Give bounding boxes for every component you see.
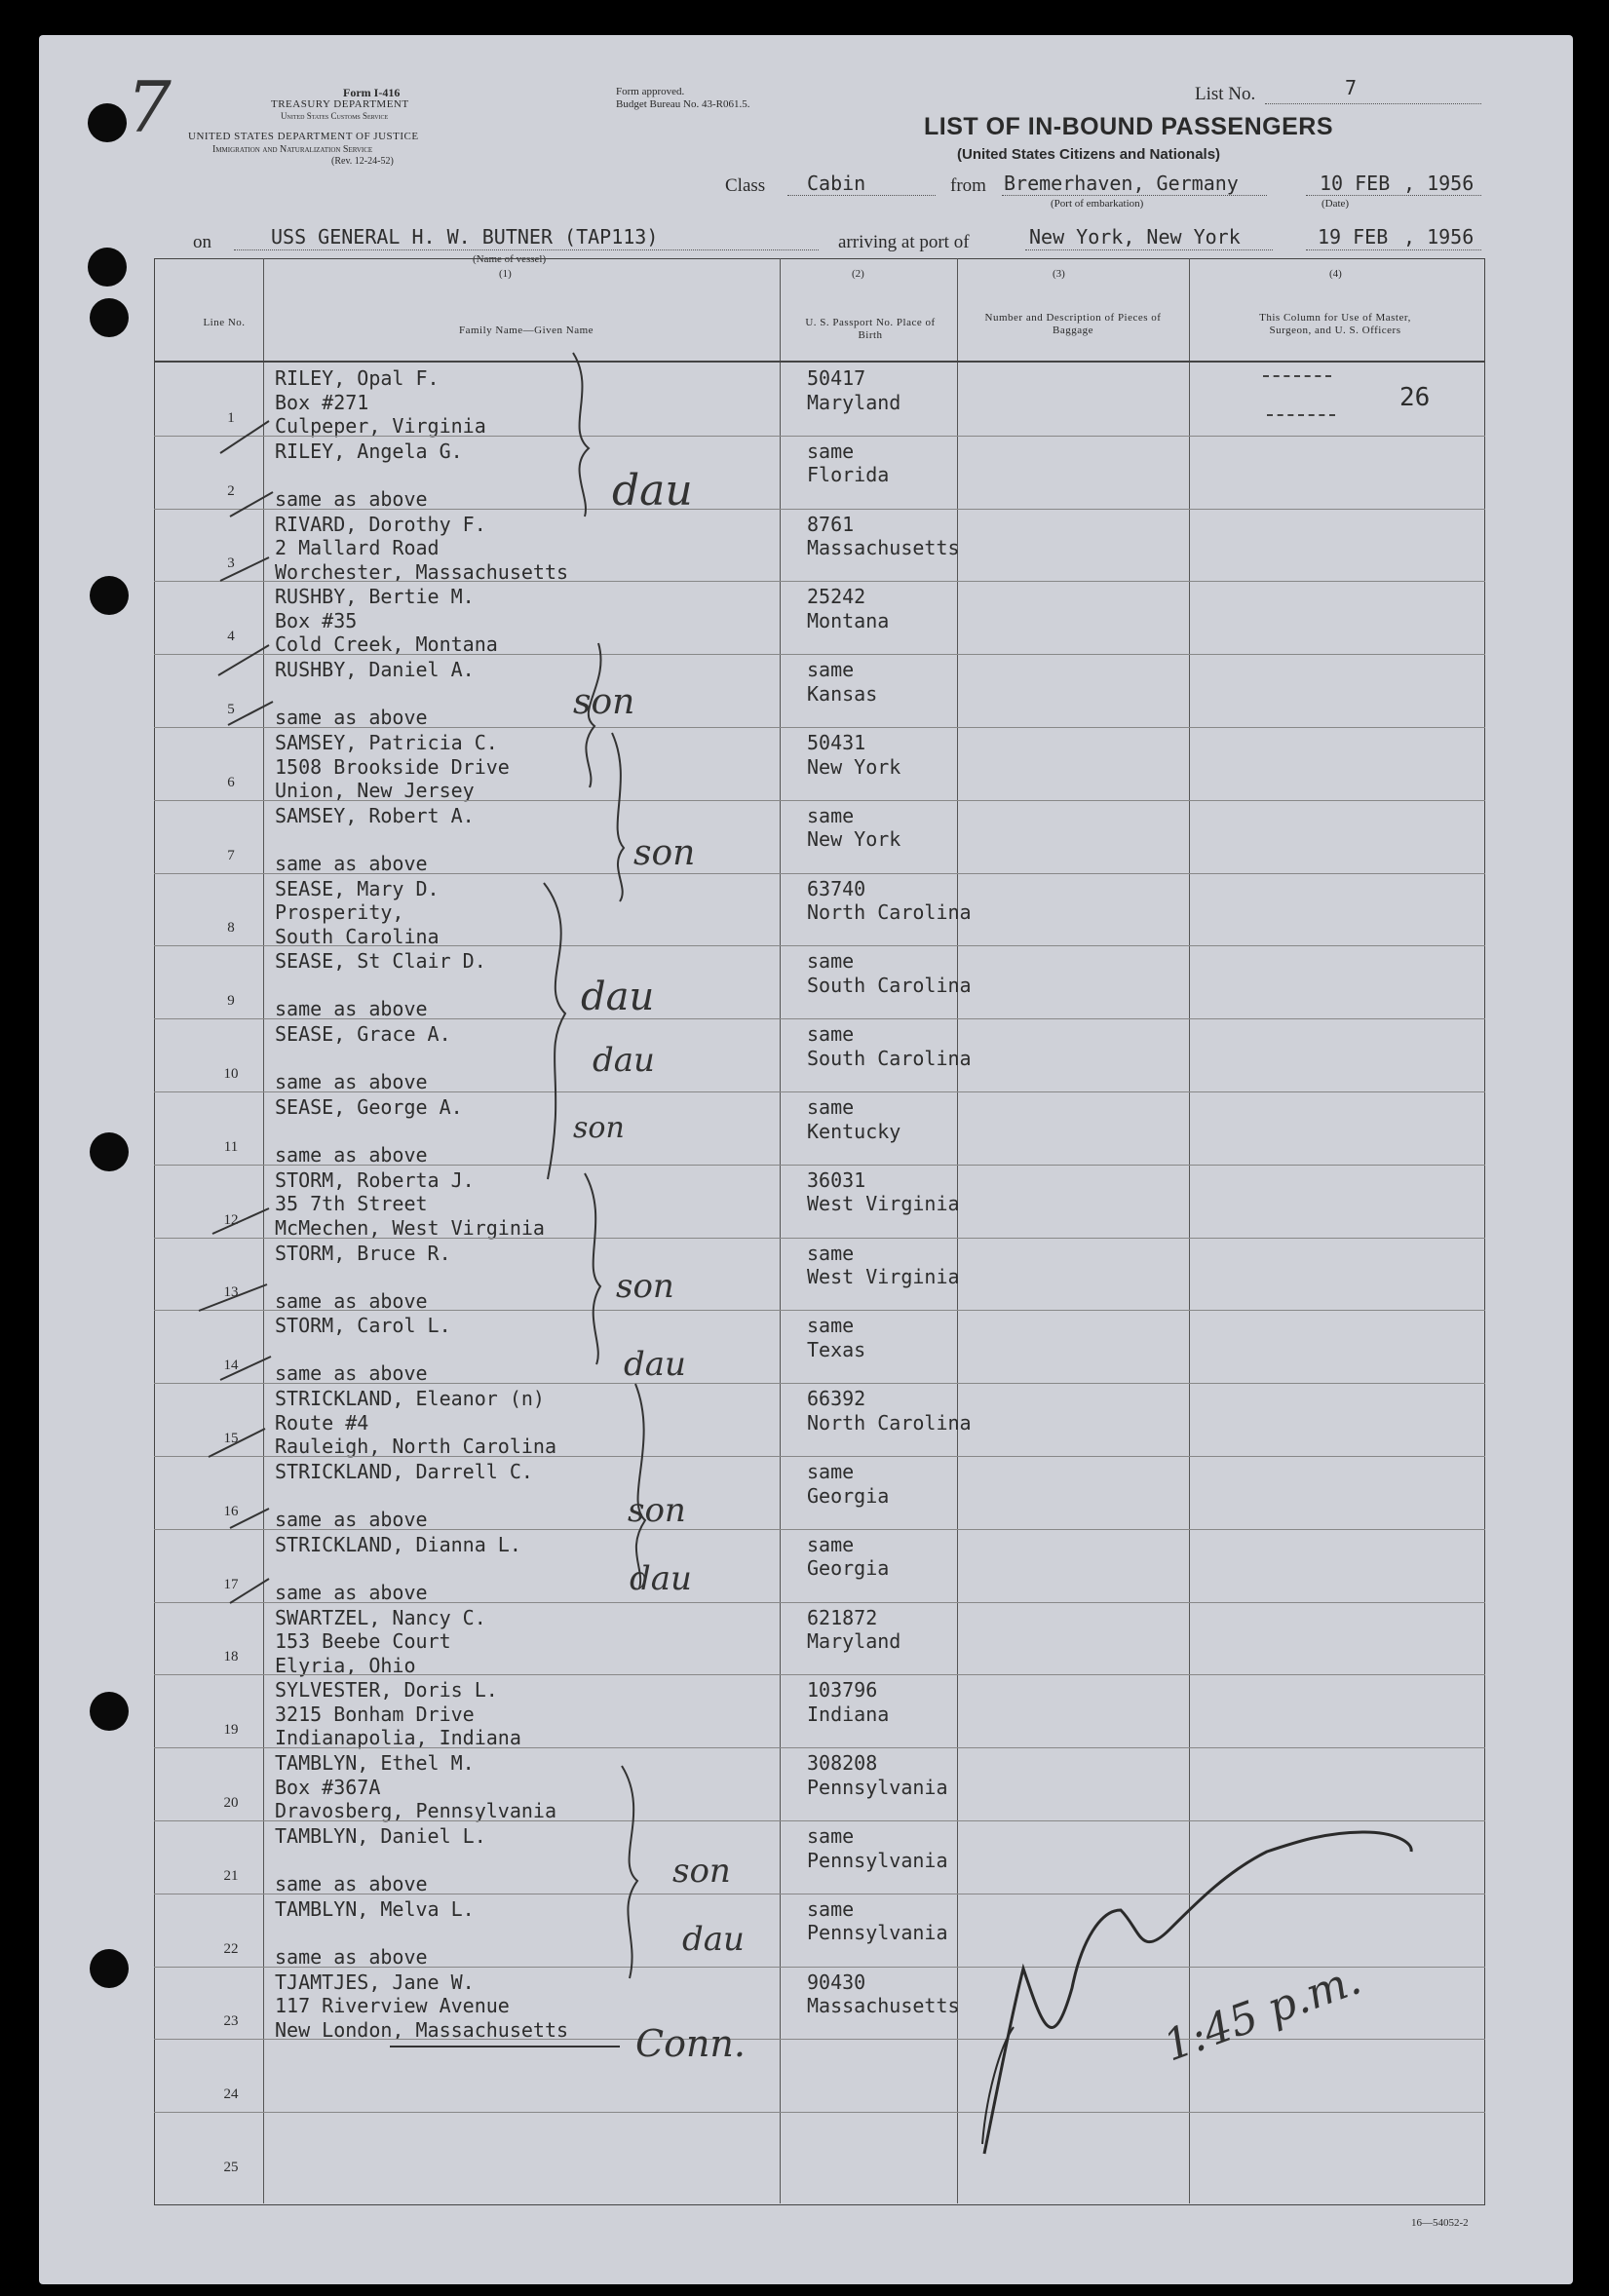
- customs-service: United States Customs Service: [281, 111, 389, 121]
- justice-department: UNITED STATES DEPARTMENT OF JUSTICE: [188, 131, 419, 142]
- passport-number: same: [807, 949, 855, 974]
- relation-note: son: [672, 1852, 731, 1891]
- passport-number: 308208: [807, 1751, 878, 1776]
- line-number: 25: [223, 2160, 239, 2175]
- from-label: from: [950, 175, 986, 196]
- arriving-label: arriving at port of: [838, 232, 970, 252]
- line-number: 3: [227, 555, 235, 572]
- state-correction: Conn.: [635, 2022, 746, 2065]
- relation-note: dau: [581, 975, 655, 1019]
- passenger-address: Culpeper, Virginia: [275, 414, 486, 438]
- line-number: 24: [223, 2086, 239, 2103]
- place-of-birth: Pennsylvania: [807, 1775, 948, 1799]
- passenger-address: Elyria, Ohio: [275, 1653, 416, 1677]
- passenger-name: RUSHBY, Daniel A.: [275, 658, 475, 682]
- passenger-address: same as above: [275, 1070, 428, 1094]
- on-label: on: [193, 232, 211, 252]
- passport-number: same: [807, 1095, 855, 1119]
- passenger-name: RIVARD, Dorothy F.: [275, 512, 486, 536]
- line-number: 19: [223, 1722, 239, 1739]
- line-number: 18: [223, 1649, 239, 1665]
- place-of-birth: West Virginia: [807, 1265, 960, 1289]
- passenger-address: 3215 Bonham Drive: [275, 1702, 475, 1726]
- caption-2: (2): [852, 268, 864, 280]
- passenger-name: SYLVESTER, Doris L.: [275, 1678, 498, 1703]
- line-number: 7: [227, 847, 235, 863]
- embarkation-date: 10 FEB: [1320, 172, 1391, 195]
- passenger-address: same as above: [275, 1508, 428, 1531]
- budget-bureau: Budget Bureau No. 43-R061.5.: [616, 98, 750, 110]
- line-number: 8: [227, 920, 235, 937]
- passport-number: same: [807, 1241, 855, 1265]
- relation-note: son: [573, 682, 635, 722]
- embarkation-port: Bremerhaven, Germany: [1004, 172, 1239, 195]
- passport-number: 25242: [807, 585, 866, 609]
- passport-number: 63740: [807, 876, 866, 900]
- relation-note: son: [573, 1111, 625, 1145]
- place-of-birth: North Carolina: [807, 900, 972, 925]
- col-baggage: Number and Description of Pieces of Baggage: [984, 312, 1162, 336]
- passenger-address: Dravosberg, Pennsylvania: [275, 1799, 556, 1823]
- passport-number: same: [807, 1532, 855, 1556]
- passenger-name: SEASE, Grace A.: [275, 1022, 451, 1047]
- treasury-department: TREASURY DEPARTMENT: [271, 98, 409, 110]
- place-of-birth: Pennsylvania: [807, 1921, 948, 1945]
- passenger-name: TJAMTJES, Jane W.: [275, 1970, 475, 1994]
- passenger-name: SEASE, George A.: [275, 1095, 463, 1119]
- relation-note: dau: [624, 1345, 686, 1384]
- passenger-address: South Carolina: [275, 924, 440, 948]
- place-of-birth: Texas: [807, 1337, 866, 1361]
- relation-note: dau: [593, 1041, 655, 1080]
- place-of-birth: New York: [807, 754, 901, 779]
- class-label: Class: [725, 175, 766, 196]
- line-number: 17: [223, 1576, 239, 1592]
- passport-number: 66392: [807, 1387, 866, 1411]
- passenger-name: STORM, Bruce R.: [275, 1241, 451, 1265]
- place-of-birth: South Carolina: [807, 1046, 972, 1070]
- passenger-address: same as above: [275, 851, 428, 875]
- passenger-address: Worchester, Massachusetts: [275, 559, 569, 584]
- passport-number: same: [807, 1022, 855, 1047]
- passenger-name: RUSHBY, Bertie M.: [275, 585, 475, 609]
- place-of-birth: Massachusetts: [807, 1994, 960, 2018]
- line-number: 21: [223, 1867, 239, 1884]
- passenger-address: McMechen, West Virginia: [275, 1215, 545, 1240]
- passport-number: 50431: [807, 731, 866, 754]
- passenger-address: 2 Mallard Road: [275, 536, 440, 560]
- passenger-address: same as above: [275, 1361, 428, 1386]
- passenger-name: TAMBLYN, Ethel M.: [275, 1751, 475, 1776]
- passenger-address: 153 Beebe Court: [275, 1629, 451, 1654]
- place-of-birth: Georgia: [807, 1483, 890, 1508]
- form-approved: Form approved.: [616, 86, 685, 97]
- place-of-birth: Kentucky: [807, 1119, 901, 1143]
- line-number: 15: [223, 1431, 239, 1446]
- line-number: 6: [227, 774, 235, 790]
- place-of-birth: Kansas: [807, 681, 878, 706]
- place-of-birth: Pennsylvania: [807, 1848, 948, 1872]
- class-value: Cabin: [807, 172, 866, 195]
- passenger-address: same as above: [275, 1872, 428, 1895]
- relation-note: son: [616, 1267, 674, 1306]
- line-number: 14: [223, 1358, 239, 1374]
- passenger-name: STRICKLAND, Darrell C.: [275, 1460, 533, 1483]
- passenger-name: SEASE, Mary D.: [275, 876, 440, 900]
- passenger-address: same as above: [275, 486, 428, 511]
- officer-note: 26: [1399, 383, 1431, 412]
- passport-number: 621872: [807, 1605, 878, 1629]
- passport-number: same: [807, 803, 855, 827]
- passenger-name: TAMBLYN, Daniel L.: [275, 1824, 486, 1848]
- passenger-address: same as above: [275, 1288, 428, 1313]
- footer-code: 16—54052-2: [1411, 2217, 1469, 2229]
- form-number: Form I-416: [343, 86, 401, 99]
- passenger-address: Box #35: [275, 608, 358, 632]
- date-caption: (Date): [1322, 198, 1350, 210]
- line-number: 11: [223, 1138, 239, 1155]
- line-number: 5: [227, 702, 235, 717]
- passenger-address: same as above: [275, 706, 428, 730]
- place-of-birth: Montana: [807, 608, 890, 632]
- passenger-address: same as above: [275, 997, 428, 1021]
- passenger-name: STRICKLAND, Dianna L.: [275, 1532, 521, 1556]
- page-subtitle: (United States Citizens and Nationals): [957, 146, 1221, 163]
- passenger-name: SAMSEY, Robert A.: [275, 803, 475, 827]
- relation-note: son: [633, 833, 696, 873]
- line-number: 20: [223, 1795, 239, 1811]
- passenger-name: TAMBLYN, Melva L.: [275, 1896, 475, 1921]
- relation-note: dau: [612, 466, 693, 516]
- signature-time: 1:45 p.m.: [1157, 1954, 1368, 2072]
- passenger-address: Union, New Jersey: [275, 779, 475, 802]
- passport-number: 50417: [807, 366, 866, 390]
- passenger-address: New London, Massachusetts: [275, 2017, 569, 2042]
- place-of-birth: Massachusetts: [807, 536, 960, 560]
- passenger-name: STRICKLAND, Eleanor (n): [275, 1387, 545, 1411]
- place-of-birth: West Virginia: [807, 1192, 960, 1216]
- passenger-address: Indianapolia, Indiana: [275, 1726, 521, 1750]
- col-officers: This Column for Use of Master, Surgeon, and U. S. Officers: [1259, 312, 1411, 336]
- relation-note: son: [628, 1491, 686, 1530]
- list-number-value: 7: [1345, 76, 1358, 99]
- passenger-address: Route #4: [275, 1410, 369, 1435]
- line-number: 23: [223, 2013, 239, 2030]
- passport-number: same: [807, 1314, 855, 1338]
- relation-note: dau: [682, 1920, 745, 1959]
- line-number: 2: [227, 482, 235, 499]
- col-passport: U. S. Passport No. Place of Birth: [805, 317, 936, 341]
- passport-number: same: [807, 1460, 855, 1483]
- caption-1: (1): [499, 268, 512, 280]
- passenger-address: Box #367A: [275, 1775, 381, 1799]
- arrival-date: 19 FEB: [1318, 225, 1389, 249]
- place-of-birth: New York: [807, 827, 901, 852]
- line-number: 12: [223, 1211, 239, 1228]
- passenger-name: SWARTZEL, Nancy C.: [275, 1605, 486, 1629]
- passenger-address: 1508 Brookside Drive: [275, 754, 510, 779]
- passenger-address: Cold Creek, Montana: [275, 632, 498, 657]
- line-number: 16: [223, 1503, 239, 1519]
- vessel-caption: (Name of vessel): [473, 253, 547, 265]
- passenger-address: same as above: [275, 1944, 428, 1969]
- place-of-birth: South Carolina: [807, 973, 972, 997]
- line-number: 1: [227, 409, 235, 426]
- passport-number: 36031: [807, 1167, 866, 1192]
- line-number: 10: [223, 1066, 239, 1082]
- arrival-port: New York, New York: [1029, 225, 1241, 249]
- line-number: 9: [227, 993, 235, 1010]
- passenger-address: same as above: [275, 1143, 428, 1167]
- vessel-name: USS GENERAL H. W. BUTNER (TAP113): [271, 225, 659, 249]
- passenger-name: SAMSEY, Patricia C.: [275, 731, 498, 754]
- line-number: 22: [223, 1940, 239, 1957]
- list-number-label: List No.: [1195, 84, 1256, 104]
- arrival-year: , 1956: [1403, 225, 1475, 249]
- passport-number: same: [807, 658, 855, 682]
- col-line-no: Line No.: [203, 317, 246, 328]
- passenger-name: SEASE, St Clair D.: [275, 949, 486, 974]
- place-of-birth: North Carolina: [807, 1410, 972, 1435]
- caption-3: (3): [1053, 268, 1065, 280]
- passport-number: 8761: [807, 512, 855, 536]
- passenger-address: Prosperity,: [275, 900, 404, 925]
- caption-4: (4): [1329, 268, 1342, 280]
- passport-number: same: [807, 1824, 855, 1848]
- passenger-name: RILEY, Angela G.: [275, 439, 463, 463]
- place-of-birth: Maryland: [807, 390, 901, 414]
- ins-service: Immigration and Naturalization Service: [212, 144, 373, 155]
- passenger-address: 35 7th Street: [275, 1192, 428, 1216]
- passenger-address: Box #271: [275, 390, 369, 414]
- page-title: LIST OF IN-BOUND PASSENGERS: [924, 113, 1334, 140]
- passport-number: 90430: [807, 1970, 866, 1994]
- embarkation-caption: (Port of embarkation): [1051, 198, 1144, 210]
- line-number: 13: [223, 1284, 239, 1301]
- passenger-address: 117 Riverview Avenue: [275, 1994, 510, 2018]
- passenger-name: STORM, Roberta J.: [275, 1167, 475, 1192]
- passport-number: same: [807, 439, 855, 463]
- place-of-birth: Florida: [807, 463, 890, 487]
- passport-number: same: [807, 1896, 855, 1921]
- relation-note: dau: [630, 1559, 692, 1598]
- embarkation-year: , 1956: [1403, 172, 1475, 195]
- place-of-birth: Maryland: [807, 1629, 901, 1654]
- revision-date: (Rev. 12-24-52): [331, 156, 394, 167]
- passenger-name: RILEY, Opal F.: [275, 366, 440, 390]
- passenger-address: same as above: [275, 1580, 428, 1604]
- line-number: 4: [227, 629, 235, 645]
- place-of-birth: Indiana: [807, 1702, 890, 1726]
- col-name: Family Name—Given Name: [458, 325, 594, 336]
- passenger-name: STORM, Carol L.: [275, 1314, 451, 1338]
- passenger-address: Rauleigh, North Carolina: [275, 1435, 556, 1459]
- passport-number: 103796: [807, 1678, 878, 1703]
- corner-mark: 7: [127, 66, 172, 148]
- place-of-birth: Georgia: [807, 1556, 890, 1581]
